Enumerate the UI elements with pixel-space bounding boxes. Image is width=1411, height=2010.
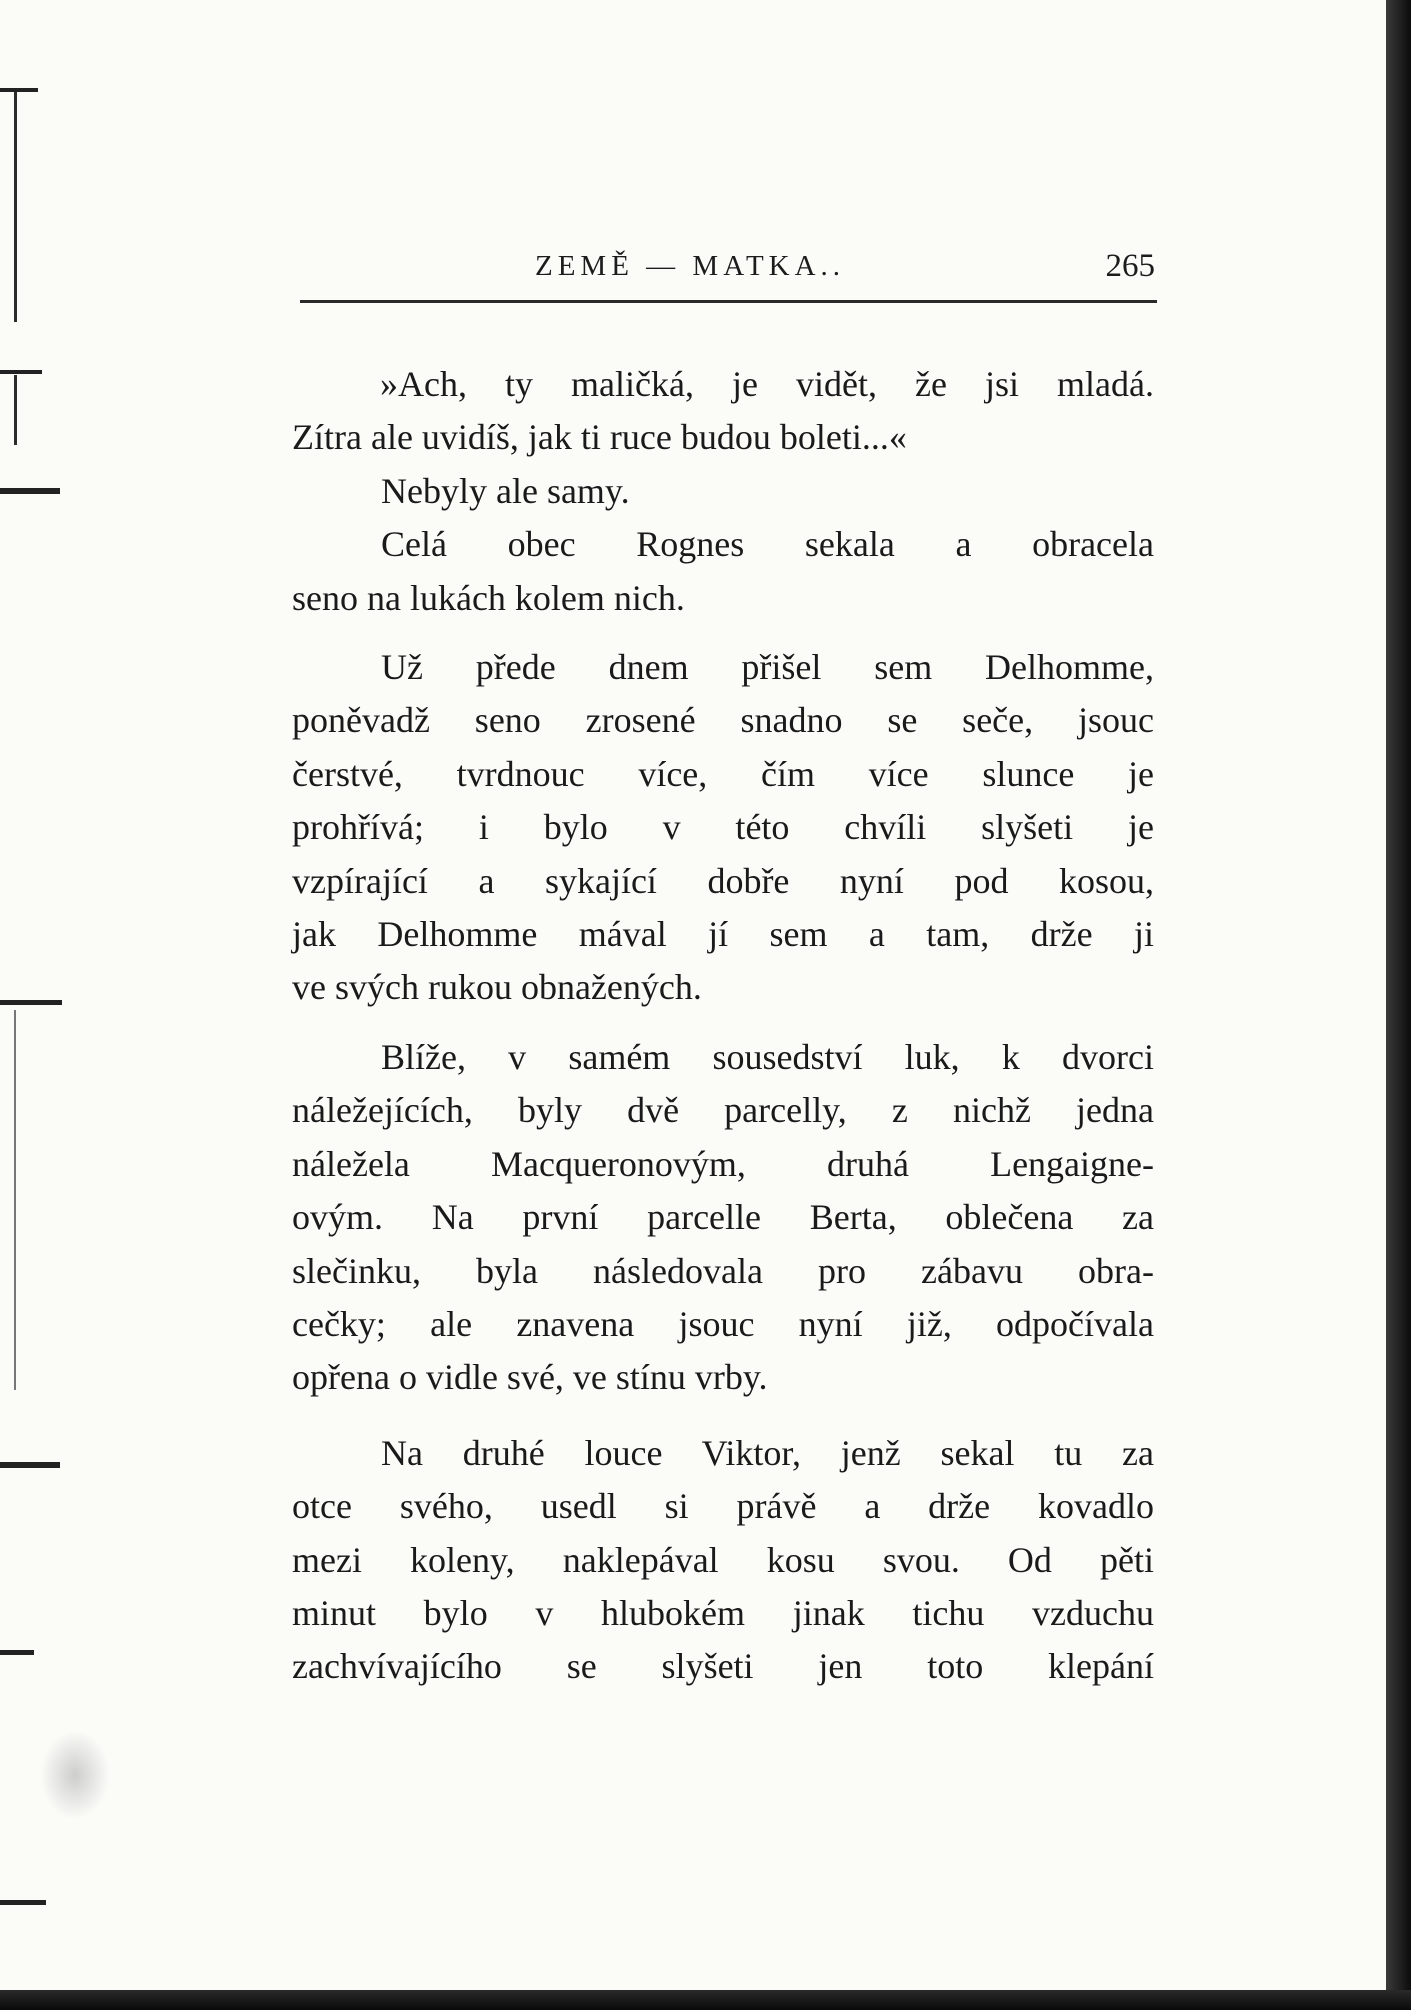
paragraph [292,641,1154,1015]
page-edge-right [1386,0,1411,2010]
body-text [292,358,1154,1694]
binding-line [14,375,17,445]
page-edge-bottom [0,1990,1411,2010]
text-line: mezi koleny, naklepával kosu svou. Od pěti [292,1539,1154,1580]
page-number: 265 [1105,248,1155,284]
text-line: ve svých rukou obnažených. [292,967,702,1008]
text-line: Celá obec Rognes sekala a obracela [381,524,1154,565]
text-line: seno na lukách kolem nich. [292,577,685,618]
text-line: minut bylo v hlubokém jinak tichu vzduchu [292,1592,1154,1633]
binding-tick [0,88,38,92]
text-line: opřena o vidle své, ve stínu vrby. [292,1357,768,1398]
text-line: náležejících, byly dvě parcelly, z nichž jedna [292,1090,1154,1131]
binding-tick [0,488,60,494]
text-line: ovým. Na první parcelle Berta, oblečena za [292,1197,1154,1238]
binding-line [14,1010,16,1390]
paragraph [292,1031,1154,1405]
binding-tick [0,1650,34,1655]
text-line: vzpírající a sykající dobře nyní pod kosou, [292,860,1154,901]
text-line: cečky; ale znavena jsouc nyní již, odpočívala [292,1303,1154,1344]
text-line: Už přede dnem přišel sem Delhomme, [381,647,1154,688]
running-title: ZEMĚ — MATKA.. [535,250,846,282]
paragraph [292,1427,1154,1694]
text-line: otce svého, usedl si právě a drže kovadlo [292,1486,1154,1527]
paragraph [292,518,1154,625]
text-line: čerstvé, tvrdnouc více, čím více slunce je [292,753,1154,794]
text-line: poněvadž seno zrosené snadno se seče, jsouc [292,700,1154,741]
page-smudge [40,1730,110,1820]
text-line: zachvívajícího se slyšeti jen toto klepání [292,1646,1154,1687]
header-rule [300,300,1157,303]
binding-marks [0,0,60,1990]
text-line: Zítra ale uvidíš, jak ti ruce budou boleti...« [292,417,907,458]
running-header [300,250,1155,294]
text-line: Na druhé louce Viktor, jenž sekal tu za [381,1432,1154,1473]
text-line: prohřívá; i bylo v této chvíli slyšeti je [292,807,1154,848]
binding-tick [0,370,42,374]
text-line: Blíže, v samém sousedství luk, k dvorci [381,1036,1154,1077]
text-line: náležela Macqueronovým, druhá Lengaigne- [292,1143,1154,1184]
binding-line [14,92,17,322]
text-line: slečinku, byla následovala pro zábavu obra- [292,1250,1154,1291]
binding-tick [0,1462,60,1468]
paragraph [292,465,1154,518]
text-line: »Ach, ty maličká, je vidět, že jsi mladá. [380,364,1154,404]
paragraph [292,358,1154,465]
binding-tick [0,1000,62,1005]
text-line: jak Delhomme mával jí sem a tam, drže ji [292,914,1154,955]
binding-tick [0,1900,46,1905]
text-line: Nebyly ale samy. [381,470,630,511]
